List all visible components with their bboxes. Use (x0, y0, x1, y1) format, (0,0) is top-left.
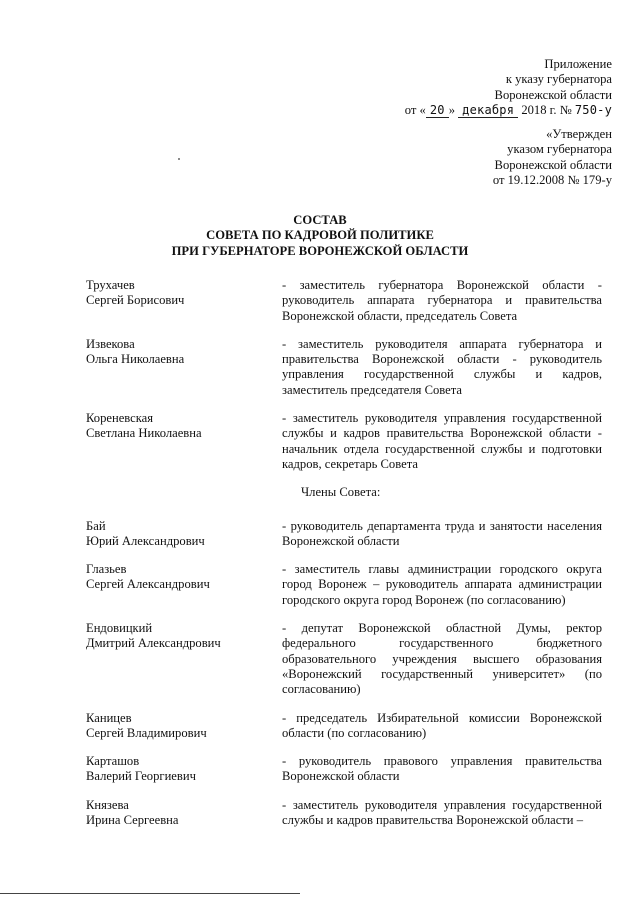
member-given-name: Сергей Александрович (86, 577, 210, 592)
appendix-region: Воронежской области (494, 87, 612, 102)
members-heading: Члены Совета: (301, 485, 381, 500)
member-role: - заместитель главы администрации городского округа город Воронеж – руководитель аппарата администрации городского округа город Воронеж (по согласованию) (282, 562, 602, 607)
footer-rule (0, 893, 300, 894)
approved-block (493, 127, 612, 188)
member-given-name: Дмитрий Александрович (86, 636, 221, 651)
title-line-3: ПРИ ГУБЕРНАТОРЕ ВОРОНЕЖСКОЙ ОБЛАСТИ (171, 243, 469, 258)
member-given-name: Сергей Владимирович (86, 725, 207, 740)
member-name (86, 754, 282, 785)
member-row (86, 711, 602, 742)
member-name (86, 278, 282, 324)
appendix-decree-ref: к указу губернатора (505, 72, 612, 87)
member-surname: Кореневская (86, 411, 154, 426)
date-year-no: 2018 г. № (521, 102, 572, 117)
member-name (86, 411, 282, 472)
member-surname: Бай (86, 518, 106, 533)
appendix-title: Приложение (544, 57, 612, 71)
member-row (86, 562, 602, 608)
member-role: - заместитель руководителя управления государственной службы и кадров правительства Воронежской области - начальник отдела государственной службы и подготовки кадров, секретарь Совета (282, 411, 602, 471)
member-role: - заместитель губернатора Воронежской области - руководитель аппарата губернатора и правительства Воронежской области, председатель Совета (282, 278, 602, 323)
date-prefix: от « (404, 102, 426, 117)
document-title (0, 213, 640, 259)
date-day: 20 (426, 104, 449, 118)
title-line-2: СОВЕТА ПО КАДРОВОЙ ПОЛИТИКЕ (206, 228, 434, 243)
member-given-name: Ольга Николаевна (86, 352, 185, 367)
member-surname: Князева (86, 797, 129, 812)
member-row (86, 798, 602, 829)
member-row (86, 754, 602, 785)
member-name (86, 798, 282, 829)
member-surname: Глазьев (86, 562, 127, 577)
member-row (86, 621, 602, 697)
member-role: - заместитель руководителя управления государственной службы и кадров правительства Воронежской области – (282, 797, 602, 828)
member-given-name: Валерий Георгиевич (86, 769, 196, 784)
date-mid: » (448, 102, 456, 117)
member-row (86, 278, 602, 324)
member-role: - председатель Избирательной комиссии Воронежской области (по согласованию) (282, 710, 602, 740)
scan-speck (178, 158, 180, 160)
member-role: - руководитель правового управления правительства Воронежской области (282, 754, 602, 784)
appendix-date-line (405, 103, 612, 118)
member-role: - руководитель департамента труда и занятости населения Воронежской области (282, 518, 602, 548)
approved-line-2: указом губернатора (507, 142, 612, 157)
decree-number: 750-у (574, 102, 612, 117)
member-name (86, 621, 282, 697)
member-row (86, 519, 602, 550)
council-composition (86, 278, 602, 841)
member-name (86, 711, 282, 742)
member-surname: Каницев (86, 710, 132, 725)
member-name (86, 562, 282, 608)
approved-line-3: Воронежской области (494, 157, 612, 172)
member-given-name: Ирина Сергеевна (86, 813, 179, 828)
member-surname: Ендовицкий (86, 621, 153, 636)
member-role: - депутат Воронежской областной Думы, ректор федерального государственного бюджетного образовательного учреждения высшего образования «Воронежский государственный университет» (по согласованию) (282, 621, 602, 697)
member-given-name: Светлана Николаевна (86, 426, 202, 441)
member-surname: Карташов (86, 754, 140, 769)
date-month: декабря (458, 104, 518, 118)
member-name (86, 519, 282, 550)
member-given-name: Юрий Александрович (86, 533, 205, 548)
member-given-name: Сергей Борисович (86, 293, 185, 308)
member-surname: Извекова (86, 336, 135, 351)
appendix-block (405, 57, 612, 118)
member-row (86, 411, 602, 472)
member-name (86, 337, 282, 398)
title-line-1: СОСТАВ (293, 213, 347, 227)
approved-line-1: «Утвержден (546, 127, 612, 141)
approved-line-4: от 19.12.2008 № 179-у (492, 172, 612, 187)
member-row (86, 337, 602, 398)
member-surname: Трухачев (86, 278, 135, 292)
member-role: - заместитель руководителя аппарата губернатора и правительства Воронежской области - руководитель управления государственной службы и кадров, заместитель председателя Совета (282, 336, 602, 397)
